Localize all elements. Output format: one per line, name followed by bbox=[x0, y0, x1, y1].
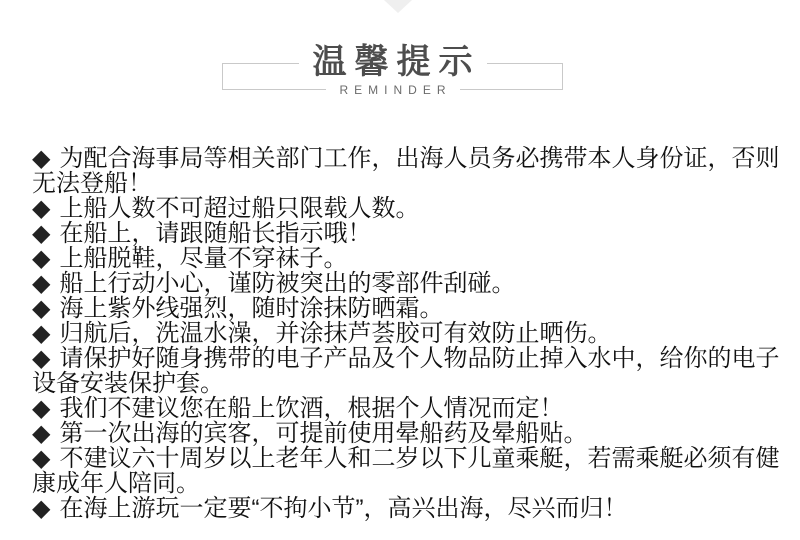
notice-item-text: 船上行动小心，谨防被突出的零部件刮碰。 bbox=[59, 270, 516, 297]
notice-item-text: 上船人数不可超过船只限载人数。 bbox=[59, 195, 420, 222]
notice-item bbox=[32, 396, 780, 421]
notice-item bbox=[32, 221, 780, 246]
notice-item-text: 在海上游玩一定要“不拘小节”，高兴出海，尽兴而归！ bbox=[59, 495, 628, 522]
notice-item-text: 海上紫外线强烈，随时涂抹防晒霜。 bbox=[59, 295, 444, 322]
notice-item bbox=[32, 146, 780, 196]
diamond-bullet-icon: ◆ bbox=[32, 195, 51, 222]
page-subtitle: REMINDER bbox=[325, 83, 459, 97]
notice-list bbox=[32, 146, 780, 521]
diamond-bullet-icon: ◆ bbox=[32, 345, 51, 372]
diamond-bullet-icon: ◆ bbox=[32, 270, 51, 297]
notice-item-text: 第一次出海的宾客，可提前使用晕船药及晕船贴。 bbox=[59, 420, 588, 447]
notice-item-text: 不建议六十周岁以上老年人和二岁以下儿童乘艇，若需乘艇必须有健康成年人陪同。 bbox=[32, 445, 780, 497]
notice-item-text: 请保护好随身携带的电子产品及个人物品防止掉入水中，给你的电子设备安装保护套。 bbox=[32, 345, 780, 397]
diamond-bullet-icon: ◆ bbox=[32, 395, 51, 422]
diamond-bullet-icon: ◆ bbox=[32, 320, 51, 347]
notice-item bbox=[32, 321, 780, 346]
notice-item-text: 在船上，请跟随船长指示哦！ bbox=[59, 220, 372, 247]
page-title: 温馨提示 bbox=[299, 46, 487, 80]
notice-item bbox=[32, 496, 780, 521]
diamond-bullet-icon: ◆ bbox=[32, 220, 51, 247]
reminder-header-box bbox=[222, 44, 563, 97]
diamond-bullet-icon: ◆ bbox=[32, 420, 51, 447]
notice-item bbox=[32, 271, 780, 296]
notice-item bbox=[32, 346, 780, 396]
diamond-bullet-icon: ◆ bbox=[32, 445, 51, 472]
notice-item bbox=[32, 246, 780, 271]
diamond-bullet-icon: ◆ bbox=[32, 145, 51, 172]
notice-item-text: 我们不建议您在船上饮酒，根据个人情况而定！ bbox=[59, 395, 564, 422]
chevron-down-icon bbox=[384, 0, 412, 13]
diamond-bullet-icon: ◆ bbox=[32, 245, 51, 272]
diamond-bullet-icon: ◆ bbox=[32, 295, 51, 322]
notice-item-text: 上船脱鞋，尽量不穿袜子。 bbox=[59, 245, 348, 272]
diamond-bullet-icon: ◆ bbox=[32, 495, 51, 522]
notice-item bbox=[32, 446, 780, 496]
notice-item-text: 归航后，洗温水澡，并涂抹芦荟胶可有效防止晒伤。 bbox=[59, 320, 612, 347]
notice-item-text: 为配合海事局等相关部门工作，出海人员务必携带本人身份证，否则无法登船！ bbox=[32, 145, 780, 197]
notice-item bbox=[32, 421, 780, 446]
notice-item bbox=[32, 196, 780, 221]
notice-item bbox=[32, 296, 780, 321]
